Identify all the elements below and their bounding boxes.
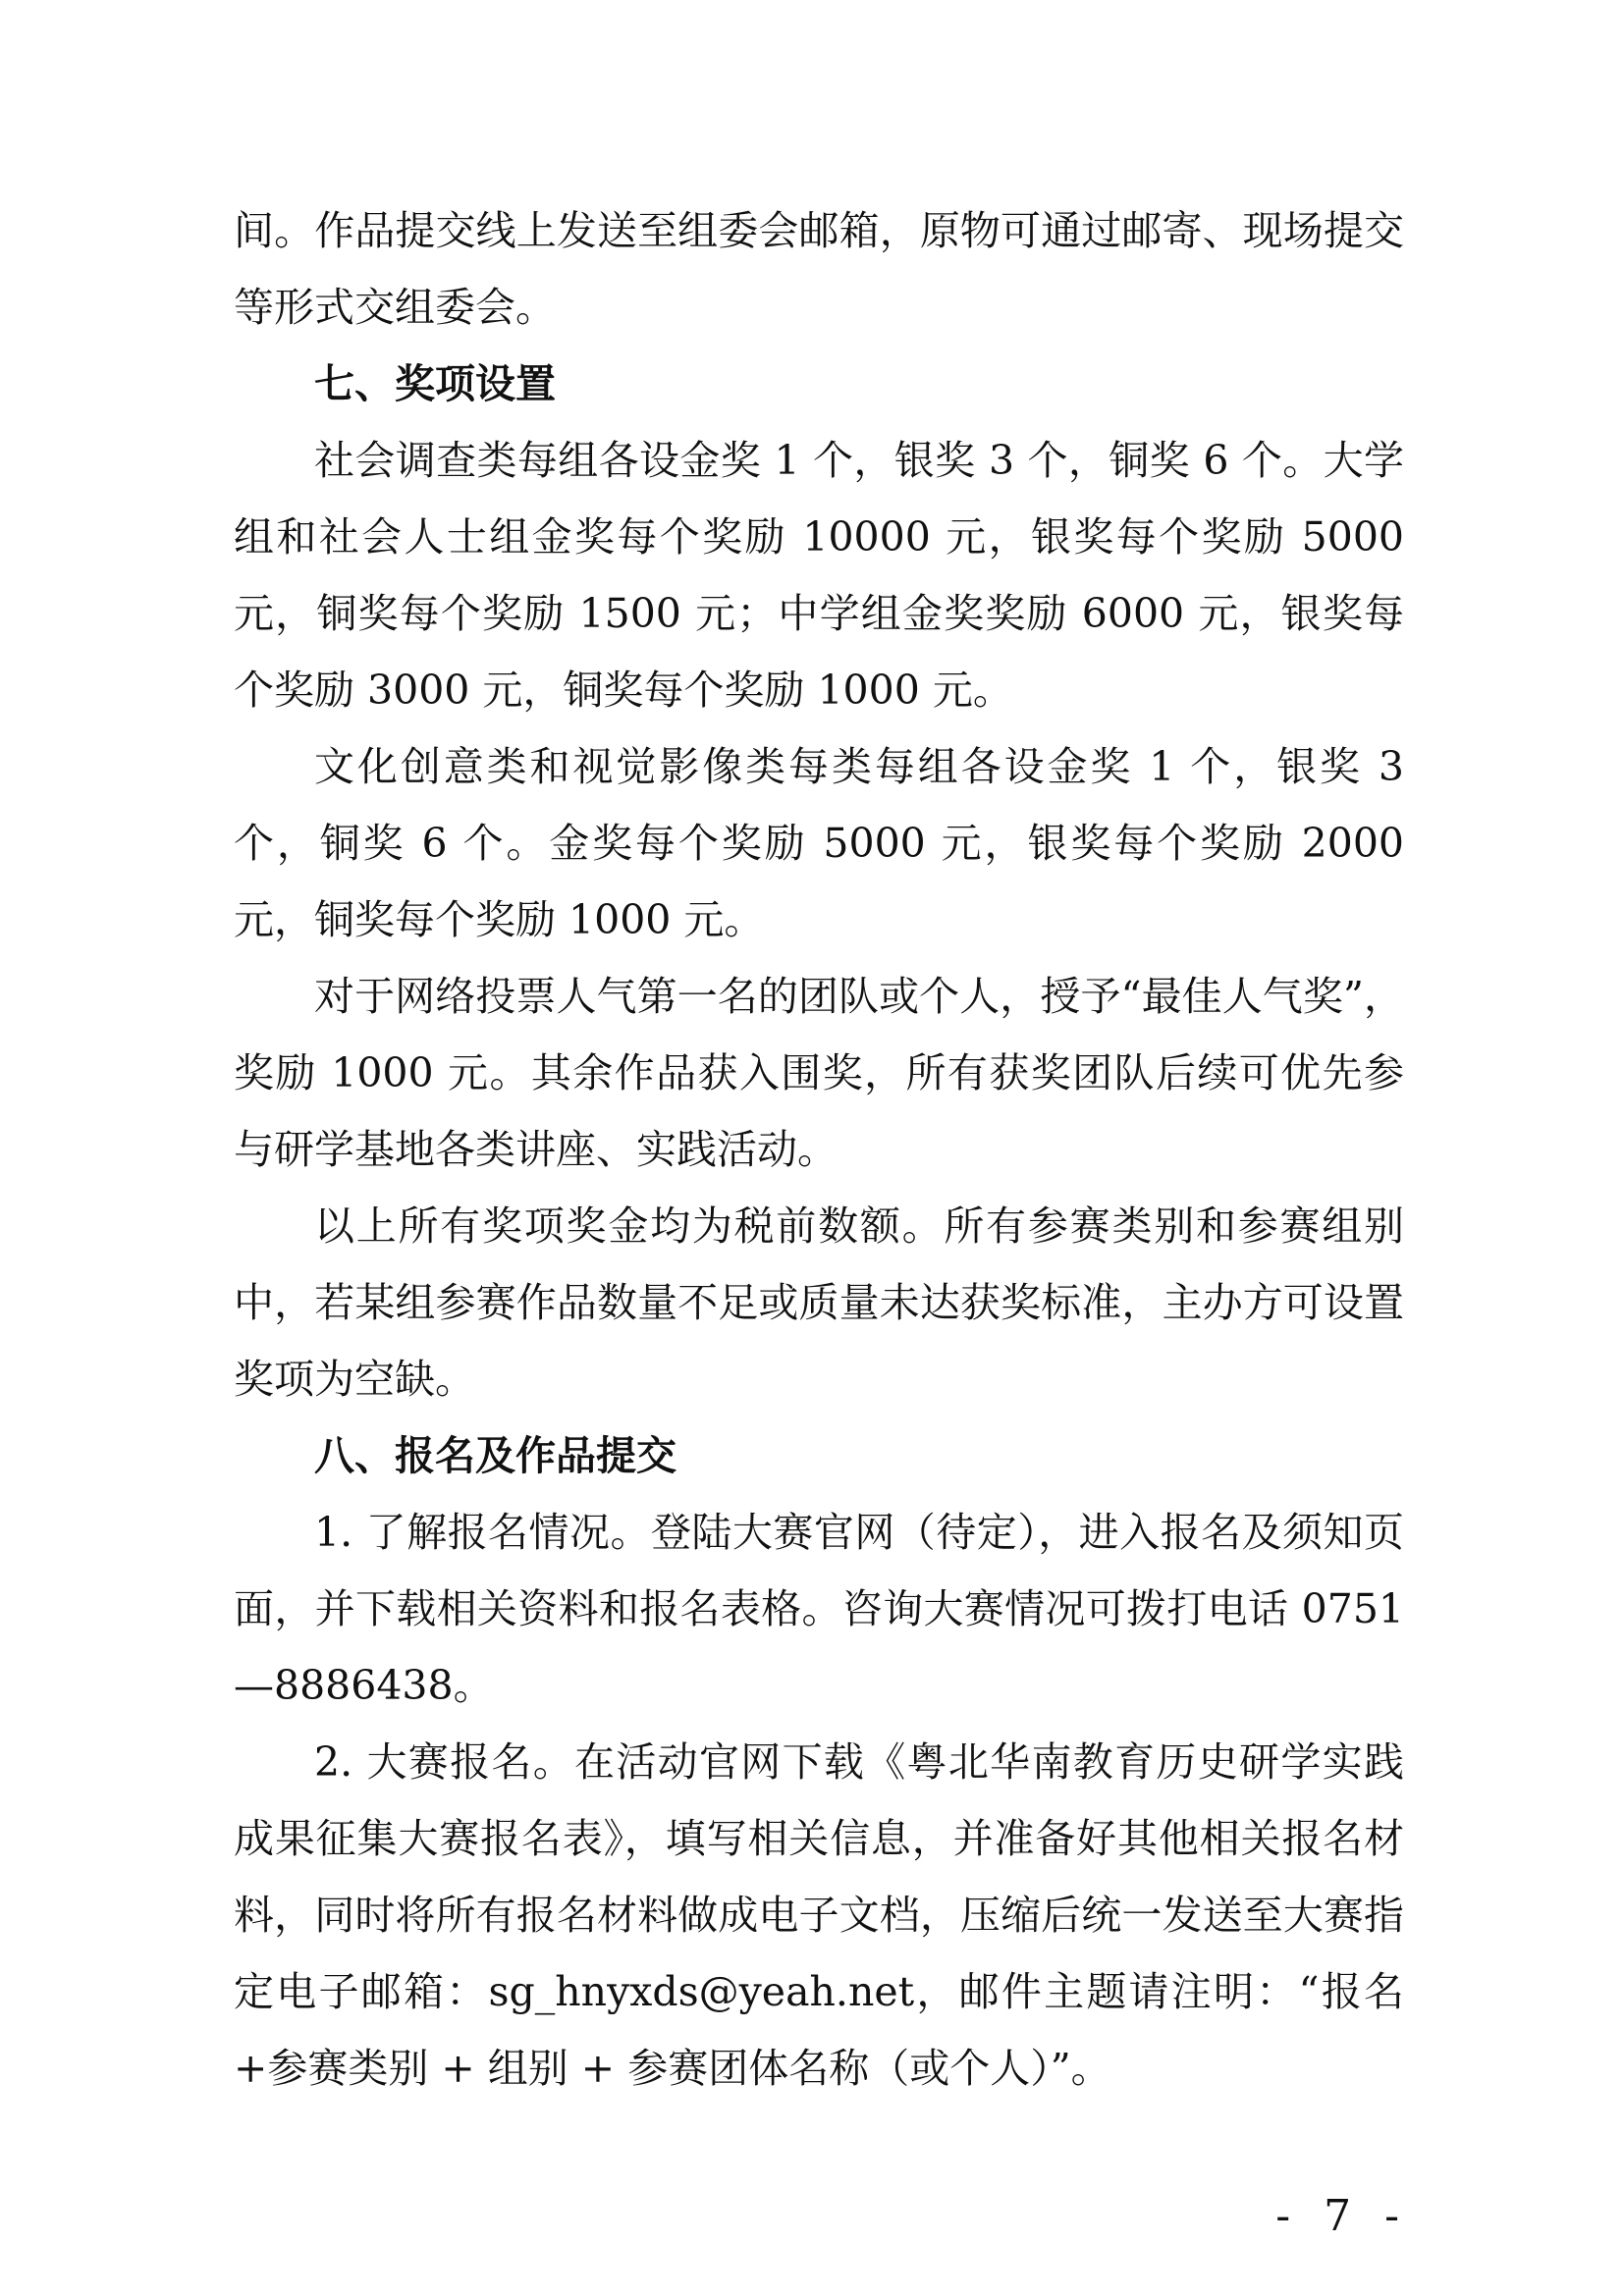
section-heading-awards: 七、奖项设置 <box>314 360 556 407</box>
page-number: - 7 - <box>1275 2191 1409 2241</box>
section-heading-registration: 八、报名及作品提交 <box>314 1432 676 1479</box>
paragraph-registration-info: 1. 了解报名情况。登陆大赛官网（待定），进入报名及须知页面，并下载相关资料和报名表格。咨询大赛情况可拨打电话 0751—8886438。 <box>234 1509 1404 1709</box>
paragraph-award-notes: 以上所有奖项奖金均为税前数额。所有参赛类别和参赛组别中，若某组参赛作品数量不足或质量未达获奖标准，主办方可设置奖项为空缺。 <box>234 1202 1404 1403</box>
paragraph-social-survey-awards: 社会调查类每组各设金奖 1 个，银奖 3 个，铜奖 6 个。大学组和社会人士组金奖每个奖励 10000 元，银奖每个奖励 5000 元，铜奖每个奖励 1500 元；中学组金奖奖励 6000 元，银奖每个奖励 3000 元，铜奖每个奖励 1000 元。 <box>234 437 1404 714</box>
document-body <box>234 192 1404 2107</box>
paragraph-creative-visual-awards: 文化创意类和视觉影像类每类每组各设金奖 1 个，银奖 3 个，铜奖 6 个。金奖每个奖励 5000 元，银奖每个奖励 2000 元，铜奖每个奖励 1000 元。 <box>234 743 1404 943</box>
paragraph-continuation: 间。作品提交线上发送至组委会邮箱，原物可通过邮寄、现场提交等形式交组委会。 <box>234 207 1404 331</box>
paragraph-contest-registration: 2. 大赛报名。在活动官网下载《粤北华南教育历史研学实践成果征集大赛报名表》，填写相关信息，并准备好其他相关报名材料，同时将所有报名材料做成电子文档，压缩后统一发送至大赛指定电子邮箱：sg_hnyxds@yeah.net，邮件主题请注明：“报名+参赛类别 + 组别 + 参赛团体名称（或个人）”。 <box>234 1738 1404 2092</box>
paragraph-popularity-award: 对于网络投票人气第一名的团队或个人，授予“最佳人气奖”，奖励 1000 元。其余作品获入围奖，所有获奖团队后续可优先参与研学基地各类讲座、实践活动。 <box>234 973 1404 1173</box>
